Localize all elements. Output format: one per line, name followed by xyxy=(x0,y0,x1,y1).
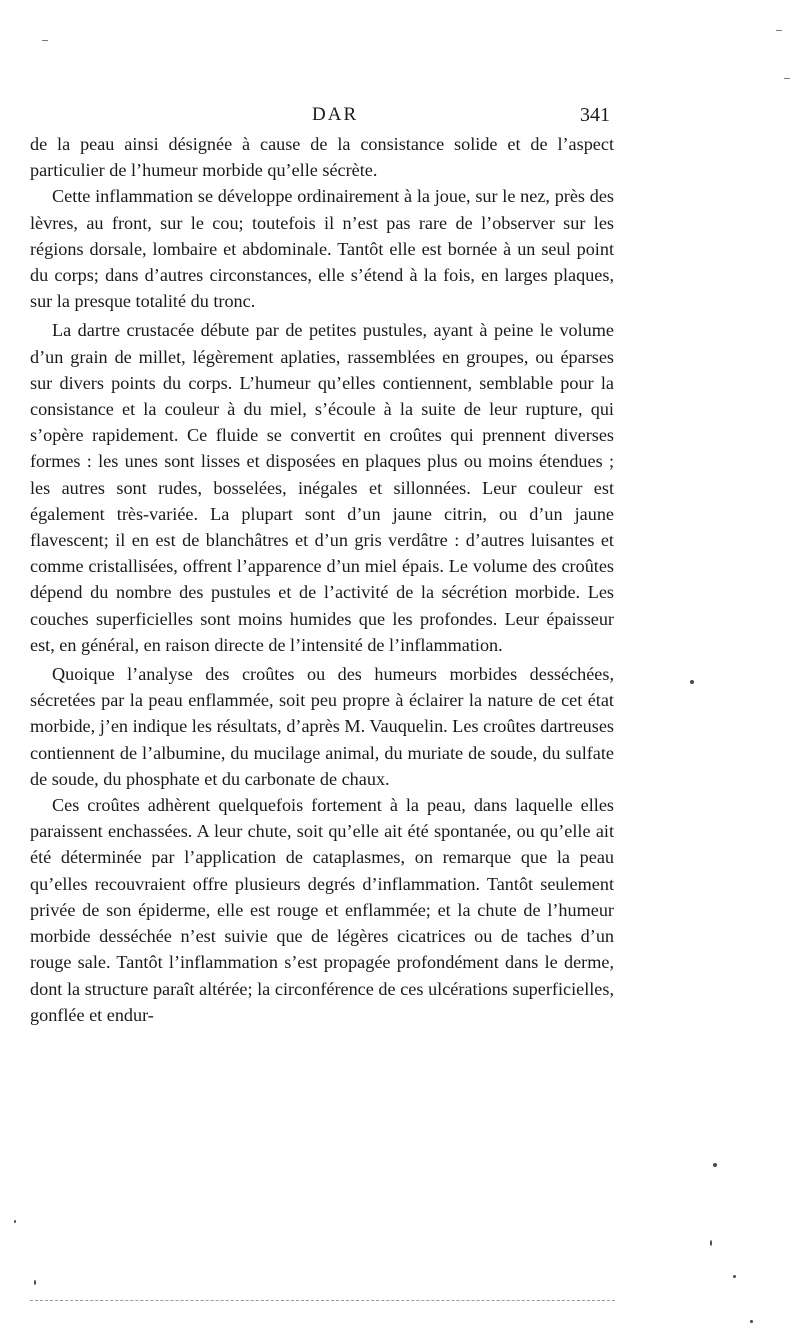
paragraph-analysis: Quoique l’analyse des croûtes ou des humeurs morbides desséchées, sécretées par la peau enflammée, soit peu propre à éclairer la nature de cet état morbide, j’en indique les résultats, d’après M. Vauquelin. Les croûtes dartreuses contiennent de l’albumine, du mucilage animal, du muriate de soude, du sulfate de soude, du phosphate et du carbonate de chaux. xyxy=(30,664,614,789)
running-head: DAR xyxy=(312,104,359,125)
paragraph-adherence: Ces croûtes adhèrent quelquefois fortement à la peau, dans laquelle elles paraissent enchassées. A leur chute, soit qu’elle ait été spontanée, ou qu’elle ait été déterminée par l’application de cataplasmes, on remarque que la peau qu’elles recouvraient offre plusieurs degrés d’inflammation. Tantôt seulement privée de son épiderme, elle est rouge et enflammée; et la chute de l’humeur morbide desséchée n’est suivie que de légères cicatrices ou de taches d’un rouge sale. Tantôt l’inflammation s’est propagée profondément dans le derme, dont la structure paraît altérée; la circonférence de ces ulcérations superficielles, gonflée et endur- xyxy=(30,795,614,1025)
paragraph-location: Cette inflammation se développe ordinairement à la joue, sur le nez, près des lèvres, au front, sur le cou; toutefois il n’est pas rare de l’observer sur les régions dorsale, lombaire et abdominale. Tantôt elle est bornée à un seul point du corps; dans d’autres circonstances, elle s’étend à la fois, en larges plaques, sur la presque totalité du tronc. xyxy=(30,186,614,312)
page-number: 341 xyxy=(580,104,610,126)
scan-speck xyxy=(750,1320,753,1323)
paragraph-description: La dartre crustacée débute par de petites pustules, ayant à peine le volume d’un grain de millet, légèrement aplaties, rassemblées en groupes, ou éparses sur divers points du corps. L’humeur qu’elles contiennent, semblable pour la consistance et la couleur à du miel, s’écoule à la suite de leur rupture, qui s’opère rapidement. Ce fluide se convertit en croûtes qui prennent diverses formes : les unes sont lisses et disposées en plaques plus ou moins étendues ; les autres sont rudes, bosselées, inégales et sillonnées. Leur couleur est également très-variée. La plupart sont d’un jaune citrin, ou d’un jaune flavescent; il en est de blanchâtres et d’un gris verdâtre : d’autres luisantes et comme cristallisées, offrent l’apparence d’un miel épais. Le volume des croûtes dépend du nombre des pustules et de l’activité de la sécrétion morbide. Les couches superficielles sont moins humides que les profondes. Leur épaisseur est, en général, en raison directe de l’intensité de l’inflammation. xyxy=(30,320,614,655)
margin-mark xyxy=(776,30,782,31)
scan-speck xyxy=(690,680,694,684)
scan-speck xyxy=(34,1280,36,1285)
margin-mark xyxy=(784,78,790,79)
scan-speck xyxy=(713,1163,717,1167)
scan-speck xyxy=(710,1240,712,1246)
margin-mark xyxy=(42,40,48,41)
page-header xyxy=(300,104,610,130)
scan-speck xyxy=(14,1220,16,1223)
body-text xyxy=(30,131,614,1028)
scan-speck xyxy=(733,1275,736,1278)
footer-dashed-rule xyxy=(30,1300,615,1301)
paragraph-continuation: de la peau ainsi désignée à cause de la consistance solide et de l’aspect particulier de l’humeur morbide qu’elle sécrète. xyxy=(30,134,614,181)
